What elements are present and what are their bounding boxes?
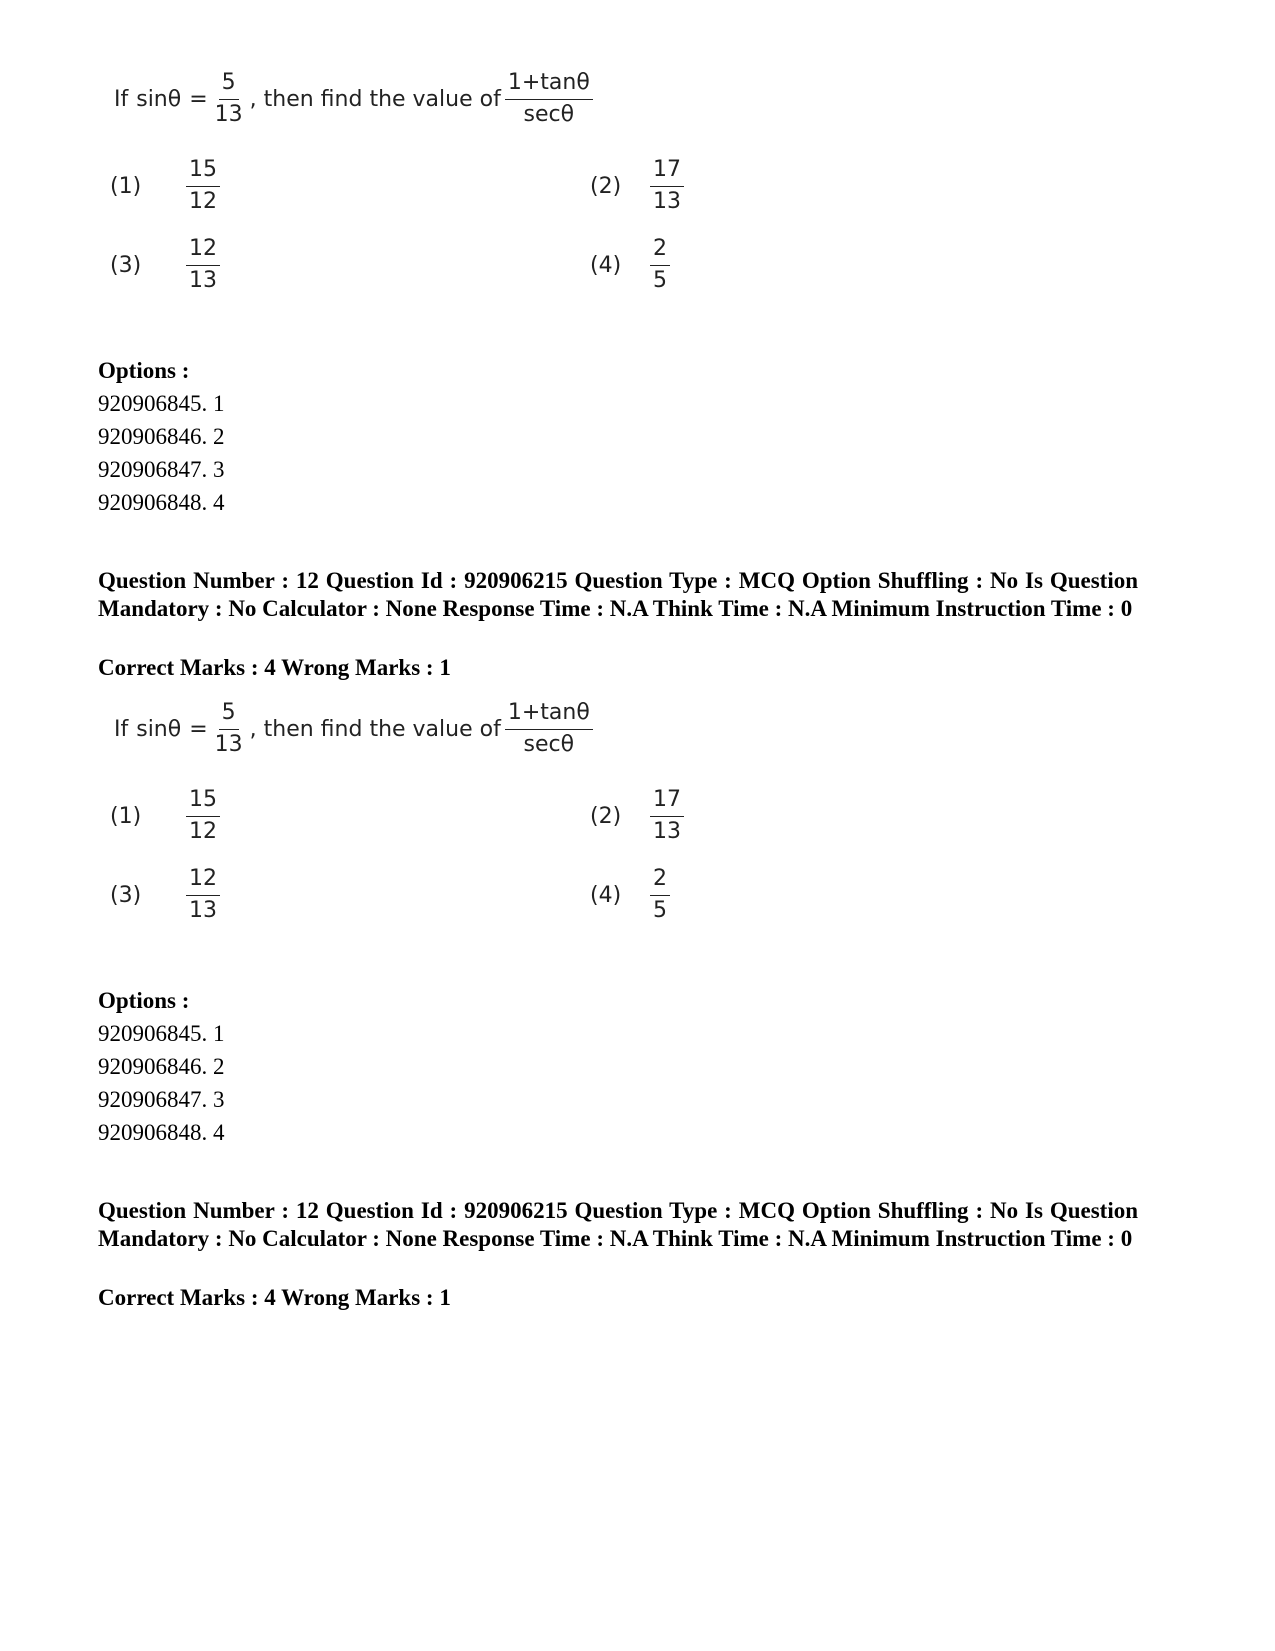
options-heading: Options : (98, 358, 190, 383)
choice-label: (4) (590, 882, 622, 908)
option-item: 920906848. 4 (98, 490, 225, 515)
choice-fraction (650, 787, 684, 845)
question-prefix: If (114, 86, 129, 112)
question-metadata: Question Number : 12 Question Id : 920906215 Question Type : MCQ Option Shuffling : No Is Question Mandatory : No Calculator : None Response Time : N.A Think Time : N.A Minimum Instruction Time : 0 (98, 1198, 1138, 1251)
choice-denominator: 13 (653, 818, 681, 844)
choice-denominator: 5 (653, 897, 667, 923)
question-statement (110, 696, 593, 762)
equals-sign: = (189, 86, 208, 112)
expression-numerator: 1+tanθ (505, 700, 593, 729)
choice-fraction (186, 866, 220, 924)
choice-2 (590, 783, 684, 849)
choice-label: (3) (110, 252, 142, 278)
choice-4 (590, 232, 670, 298)
choice-numerator: 15 (186, 157, 220, 186)
choice-label: (1) (110, 173, 142, 199)
expression-numerator: 1+tanθ (505, 70, 593, 99)
question-middle-text: , then find the value of (249, 86, 501, 112)
choice-denominator: 13 (189, 267, 217, 293)
choice-numerator: 15 (186, 787, 220, 816)
marks-info: Correct Marks : 4 Wrong Marks : 1 (98, 655, 451, 680)
choice-1 (110, 783, 220, 849)
question-function: sinθ (136, 86, 182, 112)
choice-label: (2) (590, 173, 622, 199)
choice-numerator: 17 (650, 157, 684, 186)
option-item: 920906846. 2 (98, 1054, 225, 1079)
choice-numerator: 17 (650, 787, 684, 816)
option-item: 920906845. 1 (98, 391, 225, 416)
question-middle-text: , then find the value of (249, 716, 501, 742)
marks-info: Correct Marks : 4 Wrong Marks : 1 (98, 1285, 451, 1310)
option-item: 920906848. 4 (98, 1120, 225, 1145)
choice-label: (1) (110, 803, 142, 829)
question-prefix: If (114, 716, 129, 742)
choice-denominator: 5 (653, 267, 667, 293)
choice-denominator: 13 (189, 897, 217, 923)
choice-fraction (650, 236, 670, 294)
choice-3 (110, 232, 220, 298)
expression-denominator: secθ (523, 101, 575, 127)
option-item: 920906847. 3 (98, 457, 225, 482)
choice-numerator: 12 (186, 236, 220, 265)
option-item: 920906846. 2 (98, 424, 225, 449)
fraction-numerator: 5 (219, 70, 239, 99)
choice-label: (4) (590, 252, 622, 278)
given-fraction (212, 700, 246, 758)
choice-denominator: 12 (189, 188, 217, 214)
choice-fraction (186, 787, 220, 845)
choice-denominator: 13 (653, 188, 681, 214)
given-fraction (212, 70, 246, 128)
fraction-denominator: 13 (214, 731, 243, 757)
choice-fraction (650, 157, 684, 215)
choice-fraction (186, 157, 220, 215)
question-metadata: Question Number : 12 Question Id : 920906215 Question Type : MCQ Option Shuffling : No Is Question Mandatory : No Calculator : None Response Time : N.A Think Time : N.A Minimum Instruction Time : 0 (98, 568, 1138, 621)
choice-4 (590, 862, 670, 928)
choice-label: (3) (110, 882, 142, 908)
choice-3 (110, 862, 220, 928)
choice-fraction (186, 236, 220, 294)
choice-1 (110, 153, 220, 219)
choice-fraction (650, 866, 670, 924)
options-heading: Options : (98, 988, 190, 1013)
question-function: sinθ (136, 716, 182, 742)
fraction-numerator: 5 (219, 700, 239, 729)
fraction-denominator: 13 (214, 101, 243, 127)
target-expression (505, 700, 593, 758)
expression-denominator: secθ (523, 731, 575, 757)
option-item: 920906847. 3 (98, 1087, 225, 1112)
question-statement (110, 66, 593, 132)
choice-numerator: 12 (186, 866, 220, 895)
option-item: 920906845. 1 (98, 1021, 225, 1046)
choice-denominator: 12 (189, 818, 217, 844)
equals-sign: = (189, 716, 208, 742)
target-expression (505, 70, 593, 128)
choice-2 (590, 153, 684, 219)
choice-numerator: 2 (650, 866, 670, 895)
choice-numerator: 2 (650, 236, 670, 265)
choice-label: (2) (590, 803, 622, 829)
